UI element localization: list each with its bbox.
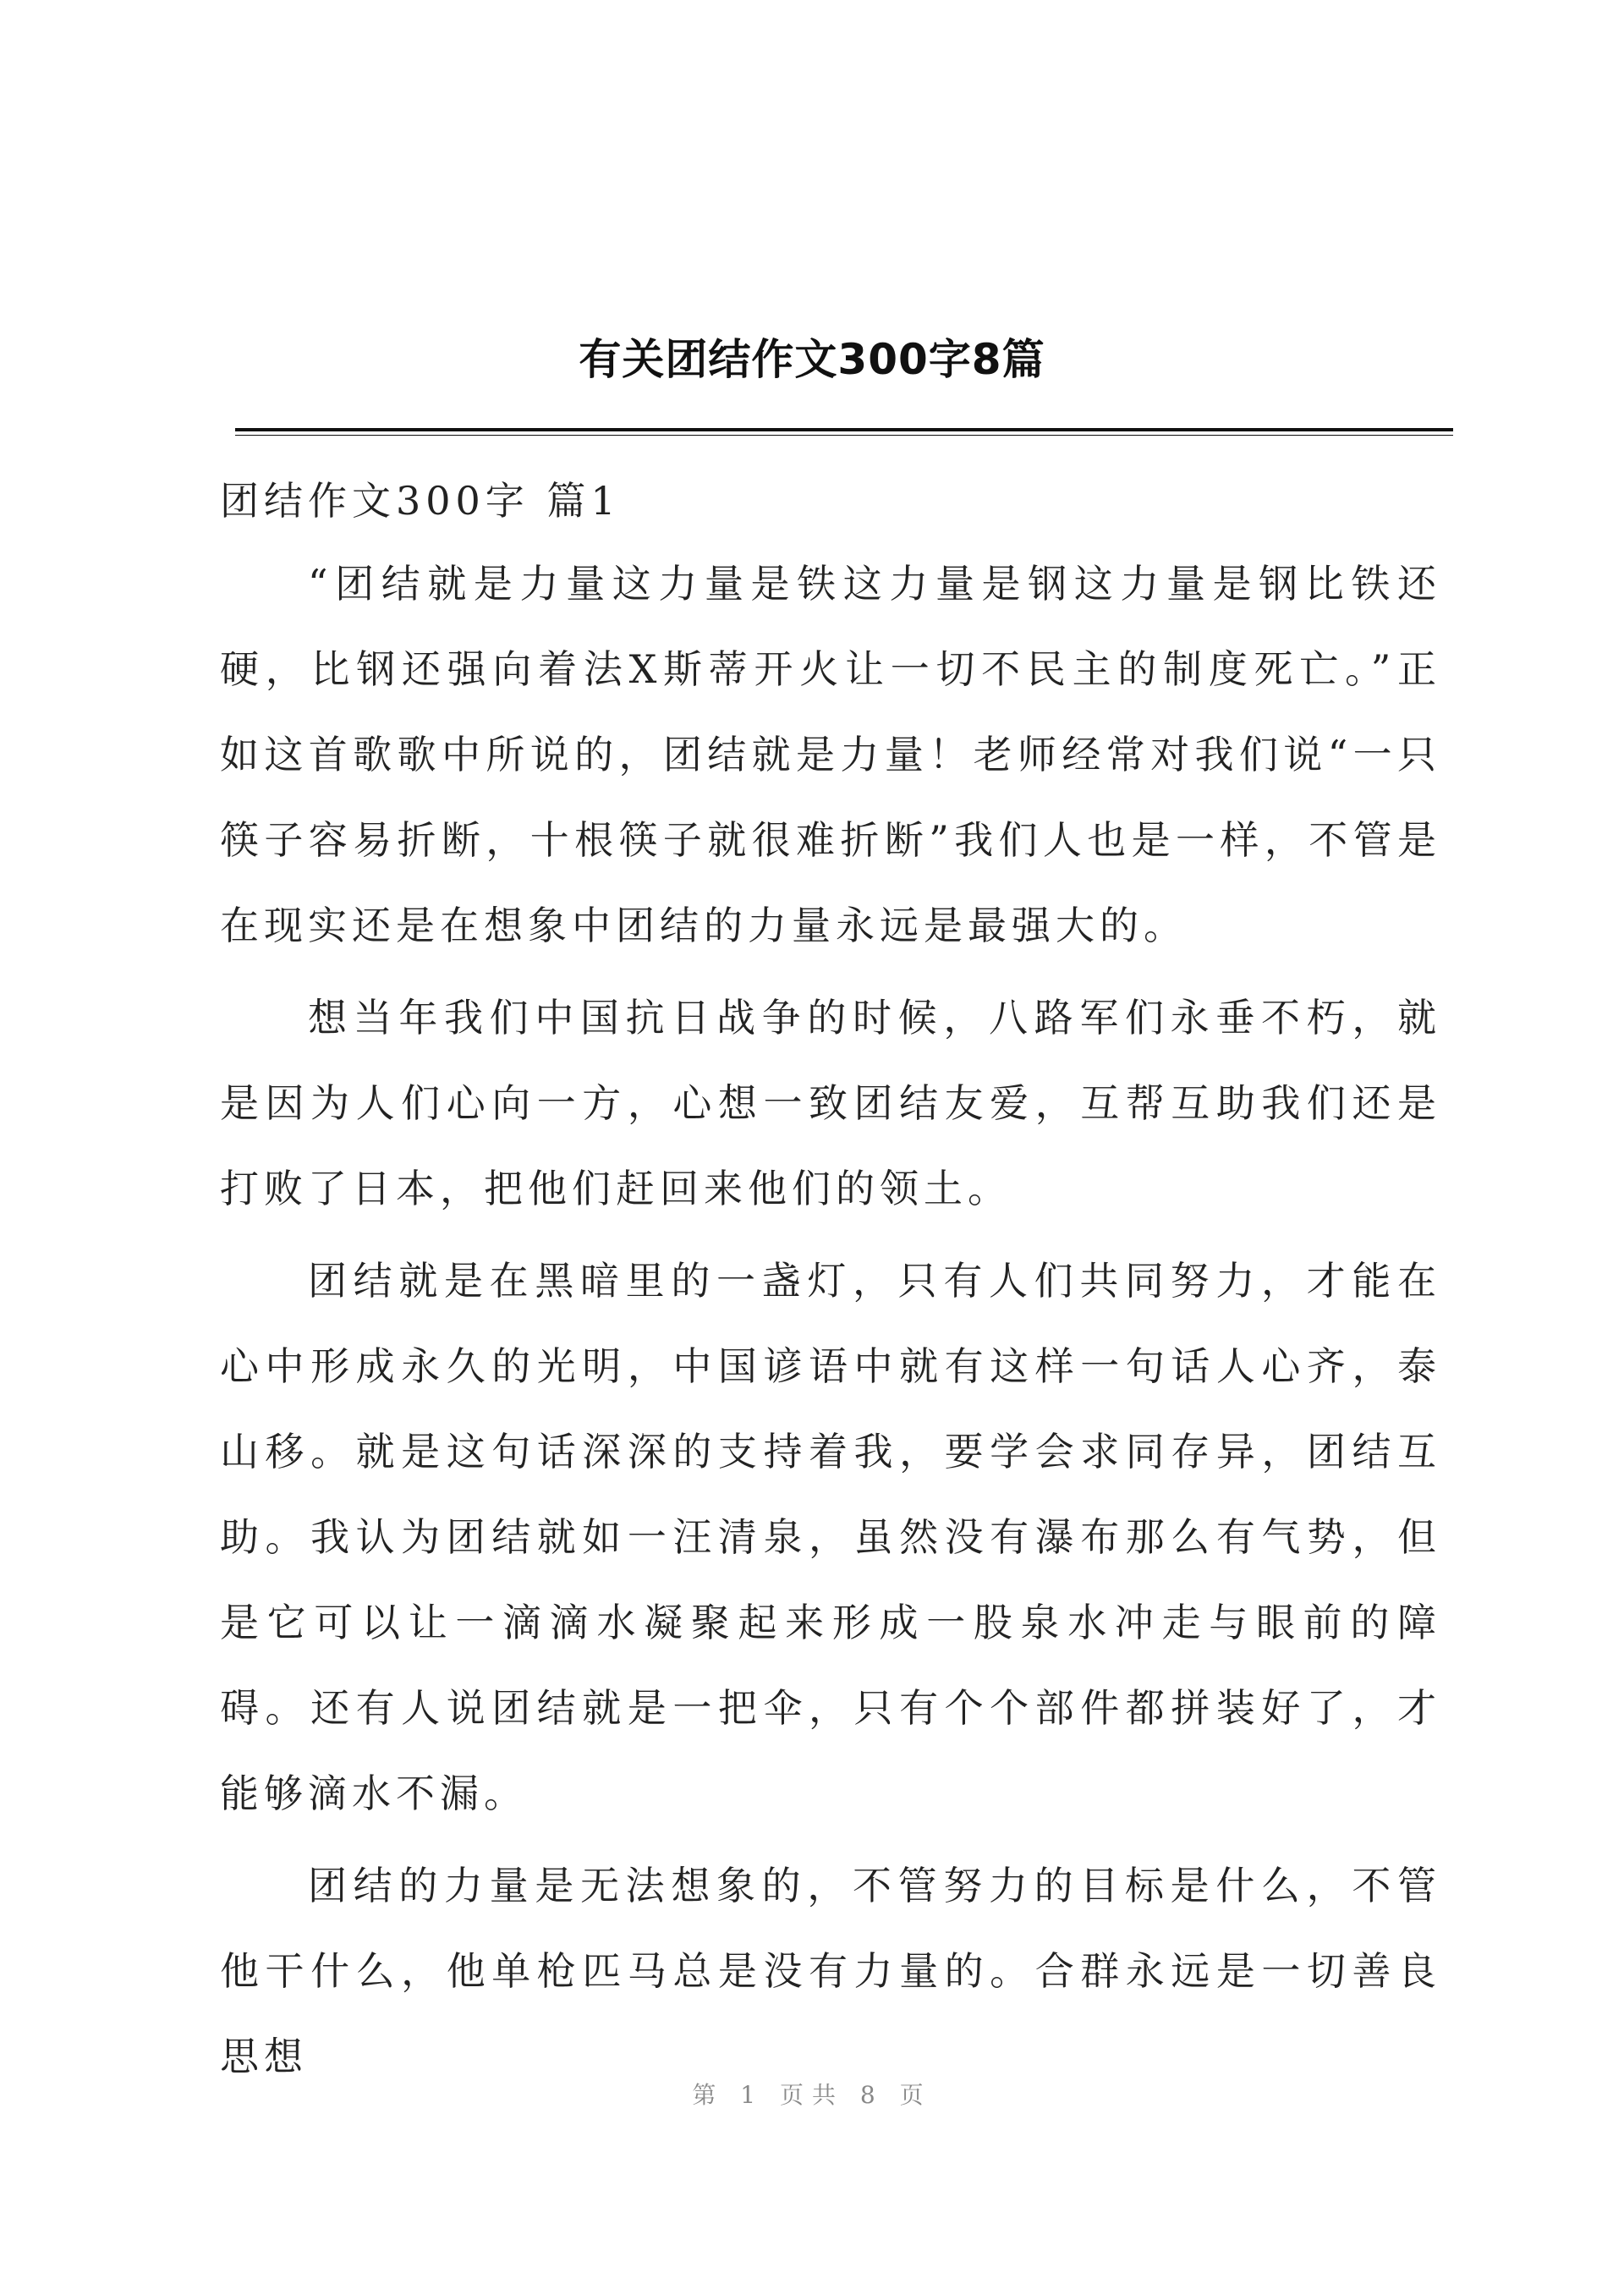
paragraph-2: 想当年我们中国抗日战争的时候，八路军们永垂不朽，就是因为人们心向一方，心想一致团结友爱，互帮互助我们还是打败了日本，把他们赶回来他们的领土。: [220, 995, 1441, 1211]
paragraph-3: 团结就是在黑暗里的一盏灯，只有人们共同努力，才能在心中形成永久的光明，中国谚语中就有这样一句话人心齐，泰山移。就是这句话深深的支持着我，要学会求同存异，团结互助。我认为团结就如一汪清泉，虽然没有瀑布那么有气势，但是它可以让一滴滴水凝聚起来形成一股泉水冲走与眼前的障碍。还有人说团结就是一把伞，只有个个部件都拼装好了，才能够滴水不漏。: [220, 1258, 1441, 1816]
paragraph-4: 团结的力量是无法想象的，不管努力的目标是什么，不管他干什么，他单枪匹马总是没有力量的。合群永远是一切善良思想: [220, 1863, 1441, 2079]
page-number: 第 1 页共 8 页: [692, 2081, 932, 2109]
section-heading: 团结作文300字 篇1: [220, 478, 621, 524]
document-body: [220, 541, 1441, 2100]
page-footer: [0, 2077, 1624, 2111]
document-title: 有关团结作文300字8篇: [579, 335, 1045, 384]
paragraph-1: “团结就是力量这力量是铁这力量是钢这力量是钢比铁还硬，比钢还强向着法X斯蒂开火让一切不民主的制度死亡。”正如这首歌歌中所说的，团结就是力量！老师经常对我们说“一只筷子容易折断，十根筷子就很难折断”我们人也是一样，不管是在现实还是在想象中团结的力量永远是最强大的。: [220, 561, 1441, 948]
title-divider: [235, 428, 1453, 436]
